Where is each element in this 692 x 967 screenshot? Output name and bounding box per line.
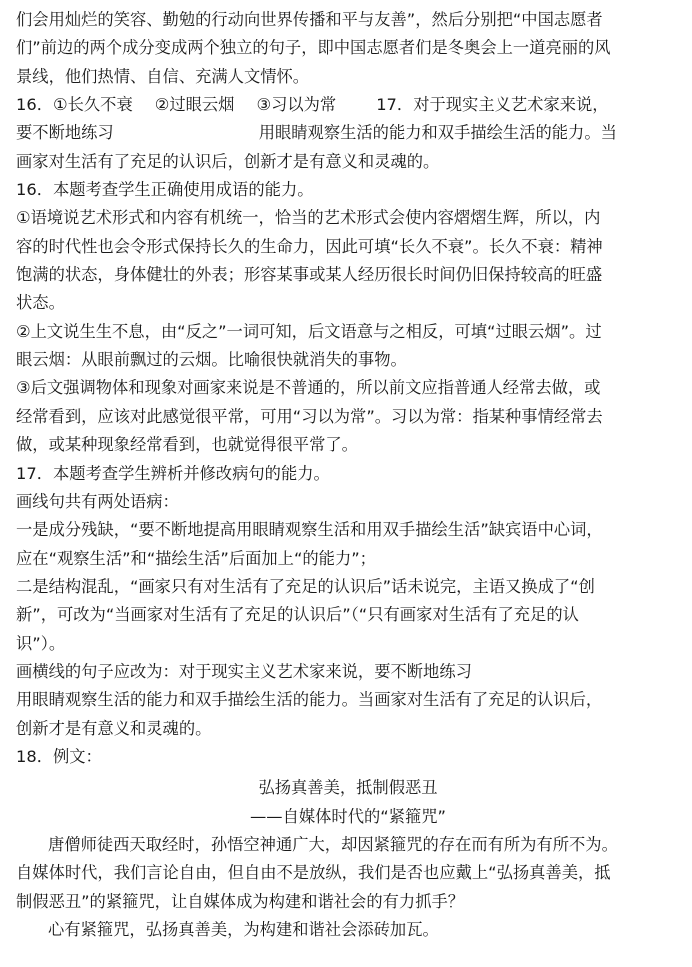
text-line: ②上文说生生不息，由“反之”一词可知，后文语意与之相反，可填“过眼云烟”。过 bbox=[16, 321, 602, 341]
text-line: 一是成分残缺，“要不断地提高用眼睛观察生活和用双手描绘生活”缺宾语中心词， bbox=[16, 520, 603, 540]
answer-text-left: 要不断地练习 bbox=[16, 123, 114, 143]
essay-paragraph: 制假恶丑”的紧箍咒，让自媒体成为构建和谐社会的有力抓手？ bbox=[16, 891, 465, 911]
text-line: 画横线的句子应改为：对于现实主义艺术家来说，要不断地练习 bbox=[16, 661, 472, 681]
essay-paragraph: 唐僧师徒西天取经时，孙悟空神通广大，却因紧箍咒的存在而有所为有所不为。 bbox=[48, 834, 618, 854]
text-line: 画线句共有两处语病： bbox=[16, 491, 179, 511]
text-line: ①语境说艺术形式和内容有机统一，恰当的艺术形式会使内容熠熠生辉，所以，内 bbox=[16, 208, 601, 228]
text-line: 二是结构混乱，“画家只有对生活有了充足的认识后”话未说完，主语又换成了“创 bbox=[16, 576, 595, 596]
text-line: 景线，他们热情、自信、充满人文情怀。 bbox=[16, 66, 310, 86]
text-line: 饱满的状态，身体健壮的外表；形容某事或某人经历很长时间仍旧保持较高的旺盛 bbox=[16, 265, 603, 285]
idiom-answer-3: ③习以为常 bbox=[256, 95, 337, 115]
question-16-number: 16． bbox=[16, 95, 53, 115]
text-line: 创新才是有意义和灵魂的。 bbox=[16, 718, 212, 738]
text-line: 状态。 bbox=[16, 293, 65, 313]
text-line: 眼云烟：从眼前飘过的云烟。比喻很快就消失的事物。 bbox=[16, 350, 407, 370]
question-17-answer-start: 17．对于现实主义艺术家来说， bbox=[376, 95, 609, 115]
text-line: 画家对生活有了充足的认识后，创新才是有意义和灵魂的。 bbox=[16, 151, 440, 171]
text-line: 16．本题考查学生正确使用成语的能力。 bbox=[16, 180, 314, 200]
text-line: 识”）。 bbox=[16, 633, 66, 653]
text-line: ③后文强调物体和现象对画家来说是不普通的，所以前文应指普通人经常去做，或 bbox=[16, 378, 601, 398]
text-line: 容的时代性也会令形式保持长久的生命力，因此可填“长久不衰”。长久不衰：精神 bbox=[16, 236, 603, 256]
text-line: 应在“观察生活”和“描绘生活”后面加上“的能力”； bbox=[16, 548, 376, 568]
answer-text-right: 用眼睛观察生活的能力和双手描绘生活的能力。当 bbox=[258, 123, 617, 143]
text-line: 们会用灿烂的笑容、勤勉的行动向世界传播和平与友善”，然后分别把“中国志愿者 bbox=[16, 10, 603, 29]
text-line: 们”前边的两个成分变成两个独立的句子，即中国志愿者们是冬奥会上一道亮丽的风 bbox=[16, 38, 611, 58]
essay-title: 弘扬真善美，抵制假恶丑 bbox=[258, 778, 438, 798]
essay-paragraph: 自媒体时代，我们言论自由，但自由不是放纵，我们是否也应戴上“弘扬真善美，抵 bbox=[16, 863, 611, 883]
text-line: 新”，可改为“当画家对生活有了充足的认识后”（“只有画家对生活有了充足的认 bbox=[16, 605, 579, 625]
text-line: 经常看到，应该对此感觉很平常，可用“习以为常”。习以为常：指某种事情经常去 bbox=[16, 406, 603, 426]
answer-line-17-continued bbox=[16, 119, 680, 147]
text-line: 18．例文： bbox=[16, 746, 102, 766]
text-line: 用眼睛观察生活的能力和双手描绘生活的能力。当画家对生活有了充足的认识后， bbox=[16, 690, 603, 710]
essay-subtitle: ——自媒体时代的“紧箍咒” bbox=[250, 806, 446, 826]
essay-paragraph: 心有紧箍咒，弘扬真善美，为构建和谐社会添砖加瓦。 bbox=[48, 920, 439, 939]
idiom-answer-2: ②过眼云烟 bbox=[154, 95, 235, 115]
idiom-answer-1: ①长久不衰 bbox=[53, 95, 133, 115]
text-line: 做，或某种现象经常看到，也就觉得很平常了。 bbox=[16, 435, 358, 455]
answer-line-16-17 bbox=[16, 91, 680, 119]
text-line: 17．本题考查学生辨析并修改病句的能力。 bbox=[16, 463, 330, 483]
essay-heading bbox=[16, 771, 680, 831]
